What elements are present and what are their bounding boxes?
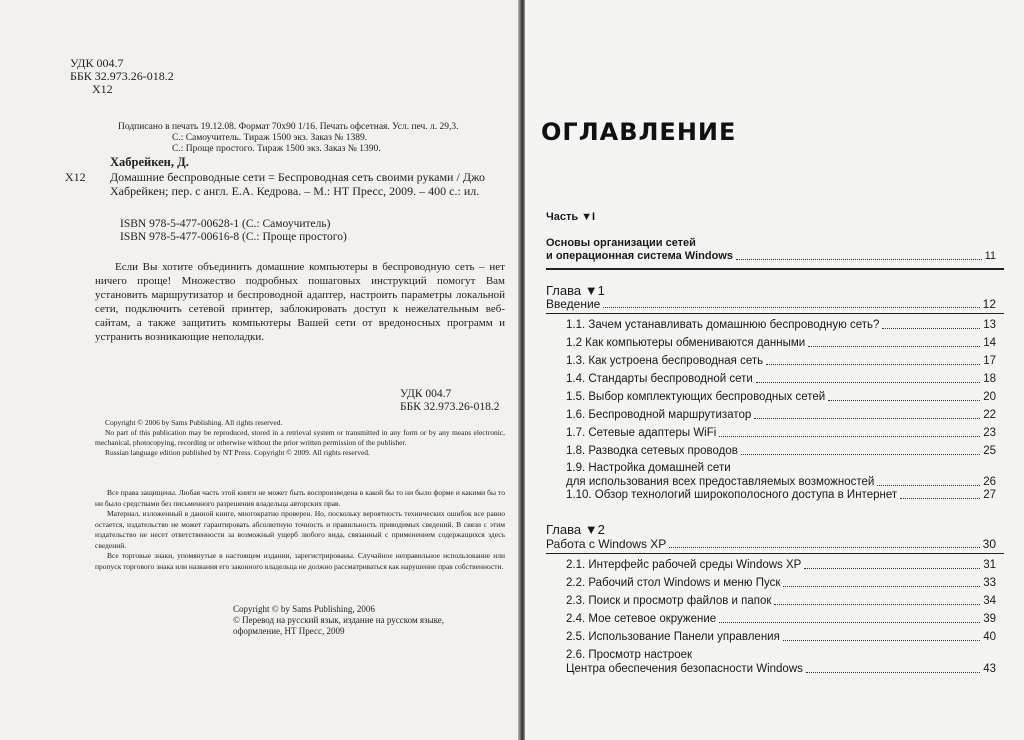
chapter-2-label: Глава ▼2 [546,522,605,537]
isbn-block: ISBN 978-5-477-00628-1 (С.: Самоучитель) ISBN 978-5-477-00616-8 (С.: Проще простого) [120,218,347,243]
toc-item-1-1[interactable]: 1.1. Зачем устанавливать домашнюю беспроводную сеть? 13 [566,319,996,331]
chapter-1-title[interactable]: Введение 12 [546,297,996,311]
right-page [525,0,1024,740]
toc-item-1-10[interactable]: 1.10. Обзор технологий широкополосного доступа в Интернет 27 [566,489,996,501]
toc-item-2-3[interactable]: 2.3. Поиск и просмотр файлов и папок 34 [566,595,996,607]
part-label: Часть ▼I [546,211,596,223]
toc-title: ОГЛАВЛЕНИЕ [541,118,737,146]
section-rule [546,268,1004,270]
toc-item-1-6[interactable]: 1.6. Беспроводной маршрутизатор 22 [566,409,996,421]
toc-item-1-4[interactable]: 1.4. Стандарты беспроводной сети 18 [566,373,996,385]
toc-item-1-9[interactable]: 1.9. Настройка домашней сети для использования всех предоставляемых возможностей 26 [566,462,996,488]
toc-item-1-3[interactable]: 1.3. Как устроена беспроводная сеть 17 [566,355,996,367]
udk-bottom: УДК 004.7 ББК 32.973.26-018.2 [400,388,500,413]
toc-item-1-7[interactable]: 1.7. Сетевые адаптеры WiFi 23 [566,427,996,439]
bibliographic-description: Домашние беспроводные сети = Беспроводная сеть своими руками / Джо Хабрейкен; пер. с англ. Е.А. Кедрова. – М.: НТ Пресс, 2009. – 400 с.: ил. [110,170,485,198]
toc-item-2-1[interactable]: 2.1. Интерфейс рабочей среды Windows XP 31 [566,559,996,571]
classification-code: Х12 [65,170,86,184]
chapter-rule [546,313,1004,314]
chapter-rule [546,553,1004,554]
annotation: Если Вы хотите объединить домашние компьютеры в беспроводную сеть – нет ничего проще! Множество подробных пошаговых инструкций помогут Вам установить маршрутизатор и беспроводной адаптер, настроить параметры локальной сети, подключить сетевой принтер, заблокировать доступ к нежелательным веб-сайтам, а также защитить компьютеры Вашей сети от вредоносных программ и устранить возникающие неполадки. [95,261,505,343]
rights-notice-russian: Все права защищены. Любая часть этой книги не может быть воспроизведена в какой бы то ни было форме и какими бы то ни было средствами без письменного разрешения владельца авторских прав. Материал, изложенный в данной книге, многократно проверен. Но, поскольку вероятность технических ошибок все равно остается, издательство не может гарантировать абсолютную точность и правильность приводимых сведений. В связи с этим издательство не несет ответственности за возможный ущерб любого вида, связанный с применением содержащихся здесь сведений. Все торговые знаки, упомянутые в настоящем издании, зарегистрированы. Случайное неправильное использование или пропуск торгового знака или названия его законного владельца не должно рассматриваться как нарушение прав собственности. [95,488,505,571]
toc-item-2-2[interactable]: 2.2. Рабочий стол Windows и меню Пуск 33 [566,577,996,589]
toc-item-2-6[interactable]: 2.6. Просмотр настроек Центра обеспечения безопасности Windows 43 [566,649,996,675]
toc-item-2-5[interactable]: 2.5. Использование Панели управления 40 [566,631,996,643]
udk-top: УДК 004.7 ББК 32.973.26-018.2 Х12 [70,56,174,96]
chapter-1-label: Глава ▼1 [546,283,605,298]
toc-item-1-2[interactable]: 1.2 Как компьютеры обмениваются данными 14 [566,337,996,349]
copyright-english: Copyright © 2006 by Sams Publishing. All rights reserved. No part of this publication may be reproduced, stored in a retrieval system or transmitted in any form or by any means electronic, mechanical, photocopying, recording or otherwise without the prior written permission of the publisher. Russian language edition published by NT Press. Copyright © 2009. All rights reserved. [95,418,505,457]
toc-item-1-5[interactable]: 1.5. Выбор комплектующих беспроводных сетей 20 [566,391,996,403]
copyright-bottom: Copyright © by Sams Publishing, 2006 © Перевод на русский язык, издание на русском языке, оформление, НТ Пресс, 2009 [233,604,445,636]
toc-item-1-8[interactable]: 1.8. Разводка сетевых проводов 25 [566,445,996,457]
print-info: Подписано в печать 19.12.08. Формат 70x90 1/16. Печать офсетная. Усл. печ. л. 29,3. С.: Самоучитель. Тираж 1500 экз. Заказ № 1389. С.: Проще простого. Тираж 1500 экз. Заказ № 1390. [118,122,459,154]
toc-item-2-4[interactable]: 2.4. Мое сетевое окружение 39 [566,613,996,625]
author-name: Хабрейкен, Д. [110,155,189,169]
chapter-2-title[interactable]: Работа с Windows XP 30 [546,537,996,551]
part-title: Основы организации сетей и операционная система Windows 11 [546,237,996,262]
